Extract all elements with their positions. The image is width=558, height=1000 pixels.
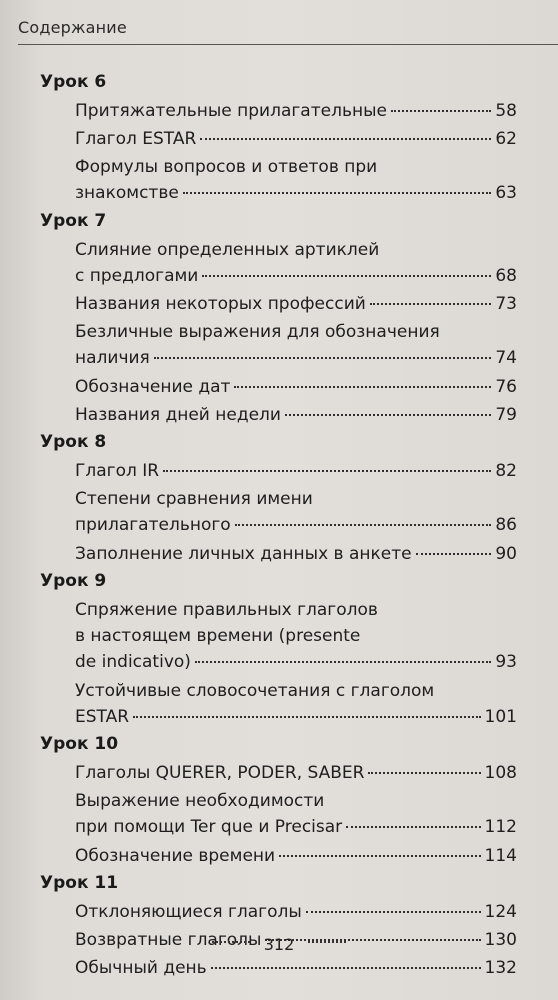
dot-leader: [370, 303, 492, 305]
dot-leader: [368, 772, 480, 774]
entry-title-line: в настоящем времени (presente: [75, 626, 361, 646]
entry-title-line: Возвратные глаголы: [75, 930, 262, 950]
entry-leader-row: [75, 374, 517, 400]
entry-page-number: 101: [484, 706, 517, 727]
entry-leader-row: [75, 955, 517, 981]
entry-page-number: 74: [495, 348, 517, 369]
entry-title-line: Выражение необходимости: [75, 791, 325, 812]
toc-entry[interactable]: [75, 319, 517, 371]
entry-title-line: наличия: [75, 348, 150, 369]
entry-page-number: 90: [495, 543, 517, 564]
header-rule: [18, 44, 558, 45]
lesson-heading: Урок 9: [40, 571, 107, 591]
dot-leader: [211, 967, 481, 969]
entry-title-line: знакомстве: [75, 183, 179, 204]
entry-leader-row: [75, 291, 517, 317]
entry-leader-row: [75, 126, 517, 152]
entry-title-line: с предлогами: [75, 265, 199, 286]
lesson-heading: Урок 11: [40, 872, 119, 893]
footer-ornament-left: [212, 941, 250, 943]
entry-page-number: 124: [484, 901, 517, 922]
entry-page-number: 82: [495, 461, 517, 482]
entry-page-number: 73: [495, 294, 517, 315]
dot-leader: [306, 911, 481, 913]
entry-page-number: 58: [495, 101, 517, 121]
dot-leader: [154, 357, 492, 359]
entry-page-number: 62: [495, 129, 517, 150]
running-head: Содержание: [18, 18, 127, 37]
entry-title-line: Слияние определенных артиклей: [75, 239, 380, 260]
entry-leader-row: [75, 263, 517, 289]
entry-title-line: Названия дней недели: [75, 405, 281, 425]
entry-page-number: 76: [495, 376, 517, 397]
entry-title-line: Устойчивые словосочетания с глаголом: [75, 680, 435, 701]
lesson-heading: Урок 10: [40, 734, 119, 754]
entry-leader-row: [75, 649, 517, 675]
entry-page-number: 93: [495, 652, 517, 672]
dot-leader: [235, 524, 492, 526]
entry-title-line: ESTAR: [75, 706, 130, 727]
entry-leader-row: [75, 512, 517, 538]
entry-leader-row: [75, 541, 517, 567]
entry-page-number: 63: [495, 183, 517, 204]
entry-leader-row: [75, 98, 517, 124]
toc-entry[interactable]: [75, 237, 517, 289]
dot-leader: [202, 275, 491, 277]
entry-title-line: Отклоняющиеся глаголы: [75, 901, 302, 922]
entry-title-line: Обычный день: [75, 958, 207, 979]
lesson-heading: Урок 7: [40, 210, 107, 231]
dot-leader: [200, 138, 491, 140]
entry-leader-row: [75, 458, 517, 484]
entry-leader-row: [75, 704, 517, 730]
entry-title-line: de indicativo): [75, 652, 191, 672]
entry-page-number: 114: [484, 845, 517, 866]
dot-leader: [285, 414, 491, 416]
entry-page-number: 79: [495, 405, 517, 425]
entry-leader-row: [75, 402, 517, 428]
entry-page-number: 68: [495, 265, 517, 286]
entry-page-number: 108: [484, 763, 517, 783]
entry-leader-row: [75, 180, 517, 206]
entry-title-line: Заполнение личных данных в анкете: [75, 543, 412, 564]
page-footer: [0, 935, 558, 954]
page-number: 312: [263, 935, 295, 954]
entry-title-line: Притяжательные прилагательные: [75, 101, 387, 121]
toc-entry[interactable]: [75, 760, 517, 786]
lesson-heading: Урок 8: [40, 432, 107, 453]
entry-page-number: 130: [484, 930, 517, 950]
entry-title-line: Формулы вопросов и ответов при: [75, 157, 378, 178]
toc-entry[interactable]: [75, 126, 517, 152]
dot-leader: [183, 192, 492, 194]
entry-page-number: 86: [495, 515, 517, 536]
entry-title-line: Названия некоторых профессий: [75, 294, 366, 315]
entry-title-line: Глаголы QUERER, PODER, SABER: [75, 763, 365, 783]
entry-leader-row: [75, 814, 517, 840]
dot-leader: [279, 855, 480, 857]
toc-entry[interactable]: [75, 955, 517, 981]
entry-page-number: 112: [484, 817, 517, 838]
entry-title-line: Обозначение времени: [75, 845, 276, 866]
entry-title-line: прилагательного: [75, 515, 231, 536]
footer-ornament-right: [308, 941, 346, 943]
toc-entry[interactable]: [75, 402, 517, 428]
toc-entry[interactable]: [75, 154, 517, 206]
toc-entry[interactable]: [75, 678, 517, 730]
toc-entry[interactable]: [75, 486, 517, 538]
entry-title-line: Глагол ESTAR: [75, 129, 197, 150]
toc-entry[interactable]: [75, 458, 517, 484]
toc-entry[interactable]: [75, 374, 517, 400]
entry-title-line: Безличные выражения для обозначения: [75, 322, 440, 343]
entry-leader-row: [75, 345, 517, 371]
entry-page-number: 132: [484, 958, 517, 979]
entry-leader-row: [75, 899, 517, 925]
toc-entry[interactable]: [75, 788, 517, 840]
toc-entry[interactable]: [75, 899, 517, 925]
dot-leader: [133, 716, 481, 718]
dot-leader: [234, 386, 491, 388]
toc-entry[interactable]: [75, 98, 517, 124]
entry-title-line: Степени сравнения имени: [75, 489, 313, 510]
dot-leader: [195, 661, 491, 663]
entry-title-line: Глагол IR: [75, 461, 160, 482]
toc-entry[interactable]: [75, 597, 517, 675]
dot-leader: [416, 553, 492, 555]
entry-title-line: Спряжение правильных глаголов: [75, 600, 378, 620]
toc-entry[interactable]: [75, 291, 517, 317]
entry-title-line: Обозначение дат: [75, 376, 231, 397]
entry-leader-row: [75, 843, 517, 869]
lesson-heading: Урок 6: [40, 72, 107, 92]
dot-leader: [163, 470, 491, 472]
toc-entry[interactable]: [75, 541, 517, 567]
entry-leader-row: [75, 760, 517, 786]
entry-title-line: при помощи Ter que и Precisar: [75, 817, 343, 838]
dot-leader: [346, 826, 480, 828]
toc-entry[interactable]: [75, 843, 517, 869]
dot-leader: [391, 110, 491, 112]
